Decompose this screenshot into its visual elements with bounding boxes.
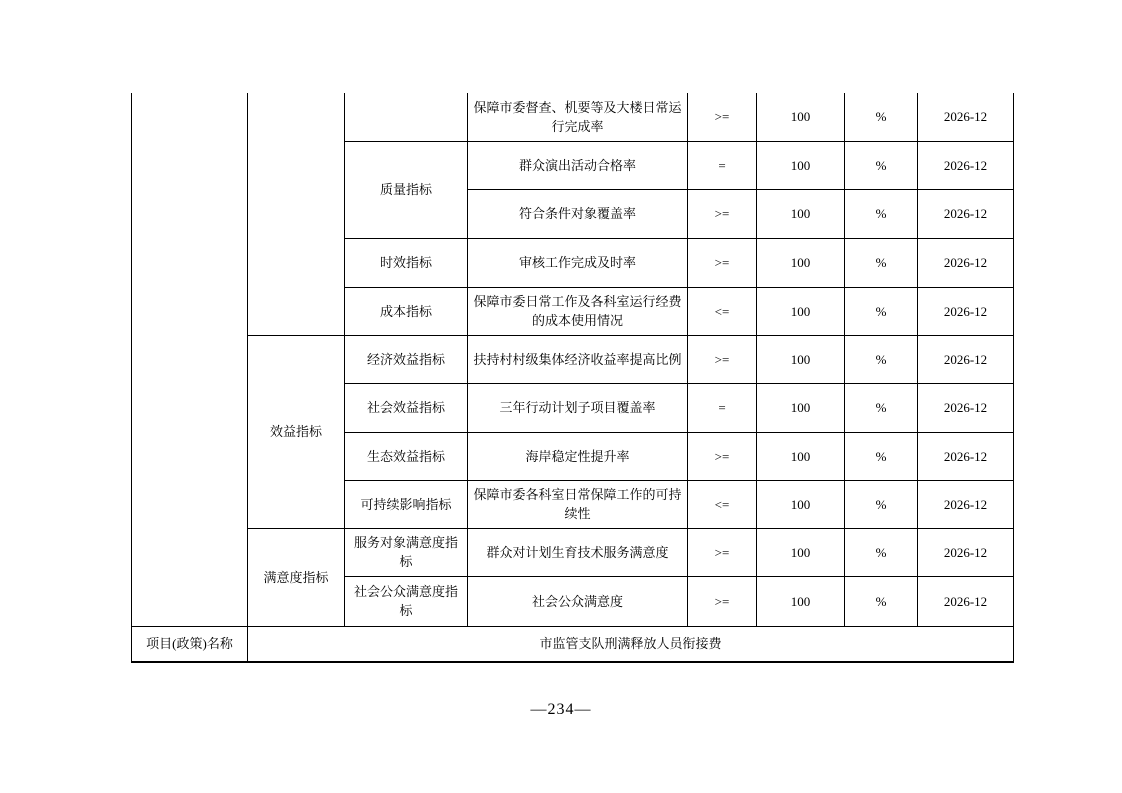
project-name-label-cell: 项目(政策)名称	[132, 626, 248, 662]
table-row	[132, 93, 1014, 141]
deadline-cell: 2026-12	[918, 576, 1014, 626]
value-cell: 100	[757, 528, 845, 576]
indicator-name-cell: 群众演出活动合格率	[468, 141, 688, 189]
value-cell: 100	[757, 576, 845, 626]
indicator-name-cell: 三年行动计划子项目覆盖率	[468, 383, 688, 432]
deadline-cell: 2026-12	[918, 93, 1014, 141]
operator-cell: >=	[688, 528, 757, 576]
indicator-name-cell: 符合条件对象覆盖率	[468, 189, 688, 238]
operator-cell: >=	[688, 432, 757, 480]
indicator-type-cell: 社会效益指标	[345, 383, 468, 432]
unit-cell: %	[845, 141, 918, 189]
value-cell: 100	[757, 93, 845, 141]
operator-cell: >=	[688, 189, 757, 238]
value-cell: 100	[757, 335, 845, 383]
deadline-cell: 2026-12	[918, 141, 1014, 189]
unit-cell: %	[845, 432, 918, 480]
indicator-name-cell: 保障市委督查、机要等及大楼日常运行完成率	[468, 93, 688, 141]
unit-cell: %	[845, 528, 918, 576]
unit-cell: %	[845, 335, 918, 383]
operator-cell: <=	[688, 287, 757, 335]
indicator-name-cell: 保障市委日常工作及各科室运行经费的成本使用情况	[468, 287, 688, 335]
unit-cell: %	[845, 93, 918, 141]
value-cell: 100	[757, 189, 845, 238]
category-continuation-cell	[248, 93, 345, 335]
operator-cell: >=	[688, 93, 757, 141]
value-cell: 100	[757, 432, 845, 480]
category-cell-satisfaction: 满意度指标	[248, 528, 345, 626]
deadline-cell: 2026-12	[918, 189, 1014, 238]
deadline-cell: 2026-12	[918, 480, 1014, 528]
unit-cell: %	[845, 287, 918, 335]
deadline-cell: 2026-12	[918, 238, 1014, 287]
unit-cell: %	[845, 576, 918, 626]
deadline-cell: 2026-12	[918, 335, 1014, 383]
value-cell: 100	[757, 141, 845, 189]
indicator-type-cell	[345, 93, 468, 141]
unit-cell: %	[845, 480, 918, 528]
table-row	[132, 335, 1014, 383]
indicator-type-cell: 经济效益指标	[345, 335, 468, 383]
deadline-cell: 2026-12	[918, 287, 1014, 335]
indicator-name-cell: 海岸稳定性提升率	[468, 432, 688, 480]
table-row	[132, 528, 1014, 576]
indicator-type-cell: 生态效益指标	[345, 432, 468, 480]
operator-cell: >=	[688, 576, 757, 626]
unit-cell: %	[845, 189, 918, 238]
page-number: —234—	[530, 701, 592, 718]
project-name-value-cell: 市监管支队刑满释放人员衔接费	[248, 626, 1014, 662]
indicator-name-cell: 保障市委各科室日常保障工作的可持续性	[468, 480, 688, 528]
value-cell: 100	[757, 383, 845, 432]
indicator-name-cell: 社会公众满意度	[468, 576, 688, 626]
operator-cell: =	[688, 383, 757, 432]
value-cell: 100	[757, 287, 845, 335]
indicator-type-cell: 时效指标	[345, 238, 468, 287]
indicator-name-cell: 扶持村村级集体经济收益率提高比例	[468, 335, 688, 383]
category-cell-benefit: 效益指标	[248, 335, 345, 528]
indicator-name-cell: 群众对计划生育技术服务满意度	[468, 528, 688, 576]
indicator-type-cell: 可持续影响指标	[345, 480, 468, 528]
unit-cell: %	[845, 383, 918, 432]
operator-cell: <=	[688, 480, 757, 528]
indicator-type-cell: 质量指标	[345, 141, 468, 238]
operator-cell: =	[688, 141, 757, 189]
indicator-name-cell: 审核工作完成及时率	[468, 238, 688, 287]
operator-cell: >=	[688, 238, 757, 287]
operator-cell: >=	[688, 335, 757, 383]
deadline-cell: 2026-12	[918, 432, 1014, 480]
value-cell: 100	[757, 238, 845, 287]
unit-cell: %	[845, 238, 918, 287]
indicator-type-cell: 社会公众满意度指标	[345, 576, 468, 626]
table-row-project-name	[132, 626, 1014, 662]
deadline-cell: 2026-12	[918, 528, 1014, 576]
indicator-type-cell: 成本指标	[345, 287, 468, 335]
performance-indicator-table	[131, 93, 1014, 663]
value-cell: 100	[757, 480, 845, 528]
indicator-type-cell: 服务对象满意度指标	[345, 528, 468, 576]
deadline-cell: 2026-12	[918, 383, 1014, 432]
left-continuation-cell	[132, 93, 248, 626]
